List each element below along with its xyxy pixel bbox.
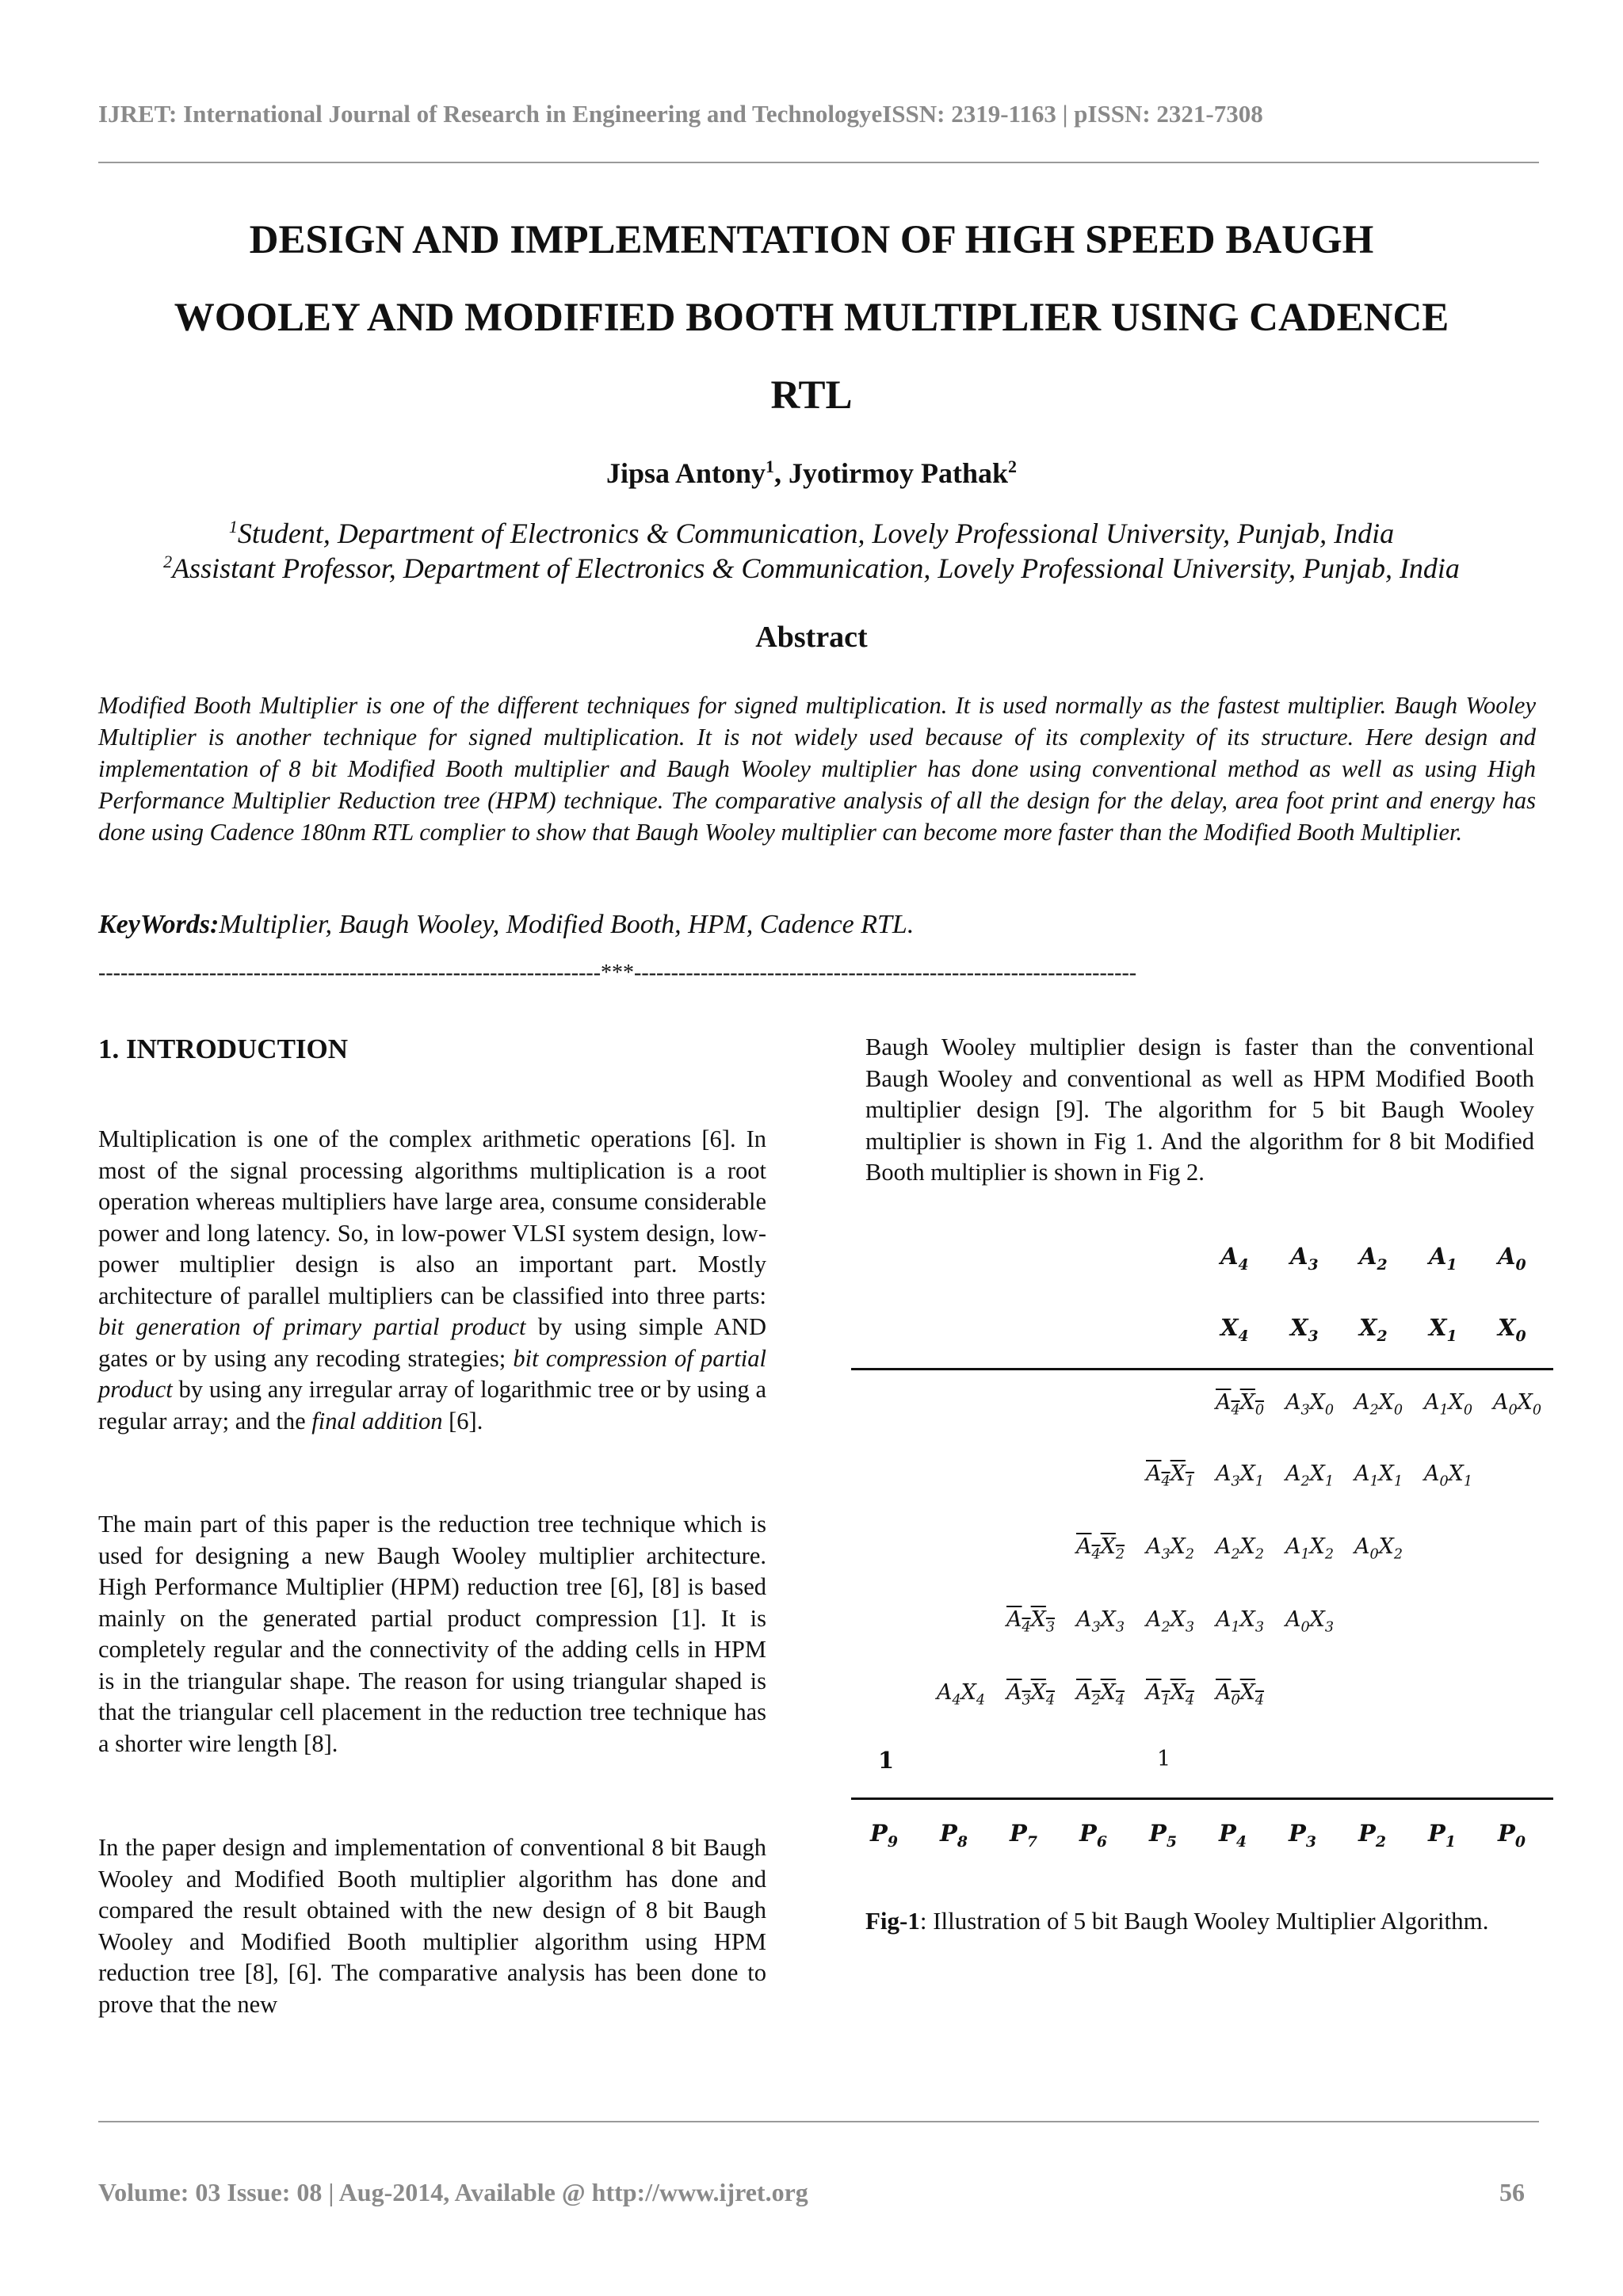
product-bit: $P_7$ xyxy=(1010,1820,1037,1851)
operand-a-bit: $A_2$ xyxy=(1359,1243,1388,1274)
product-bit: $P_5$ xyxy=(1149,1820,1177,1851)
intro-paragraph-3: In the paper design and implementation of conventional 8 bit Baugh Wooley and Modified Booth multiplier algorithm has done and compared the result obtained with the new design of 8 bit Baugh Wooley and Modified Booth multiplier algorithm using HPM reduction tree [8], [6]. The comparative analysis has been done to prove that the new xyxy=(98,1834,766,2018)
figure-1-baugh-wooley xyxy=(848,1227,1561,1869)
partial-product: $A_2X_4$ xyxy=(1076,1680,1125,1709)
footer-citation: Volume: 03 Issue: 08 | Aug-2014, Available @ http://www.ijret.org xyxy=(98,2178,808,2206)
partial-product: $A_0X_2$ xyxy=(1354,1534,1403,1563)
para-text: [6]. xyxy=(442,1407,483,1435)
abstract-body: Modified Booth Multiplier is one of the different techniques for signed multiplication. It is used normally as the fastest multiplier. Baugh Wooley Multiplier is another technique for signed multiplication. It is not widely used because of its complexity of its structure. Here design and implementation of 8 bit Modified Booth multiplier and Baugh Wooley multiplier has done using conventional method as well as using High Performance Multiplier Reduction tree (HPM) technique. The comparative analysis of all the design for the delay, area foot print and energy has done using Cadence 180nm RTL complier to show that Baugh Wooley multiplier can become more faster than the Modified Booth Multiplier. xyxy=(98,692,1536,846)
product-bit: $P_0$ xyxy=(1498,1820,1526,1851)
product-bit: $P_3$ xyxy=(1289,1820,1316,1851)
title-line: DESIGN AND IMPLEMENTATION OF HIGH SPEED BAUGH xyxy=(249,218,1374,262)
partial-product: $A_0X_0$ xyxy=(1493,1390,1542,1419)
figure-rule-top xyxy=(851,1368,1553,1370)
section-separator: --------------------------------------------------------------------***-------------------------------------------------------------------- xyxy=(98,961,1137,985)
product-bit: $P_4$ xyxy=(1219,1820,1247,1851)
partial-product: $A_4X_2$ xyxy=(1076,1534,1125,1563)
affiliation-text: Student, Department of Electronics & Communication, Lovely Professional University, Punjab, India xyxy=(237,518,1395,549)
keywords-text: Multiplier, Baugh Wooley, Modified Booth, HPM, Cadence RTL. xyxy=(219,910,915,939)
caption-text: : Illustration of 5 bit Baugh Wooley Multiplier Algorithm. xyxy=(919,1907,1489,1935)
caption-label: Fig-1 xyxy=(865,1907,920,1935)
paper-title xyxy=(98,201,1525,434)
partial-product: $A_0X_3$ xyxy=(1285,1607,1335,1636)
partial-product: $A_0X_1$ xyxy=(1424,1461,1473,1490)
footer-rule xyxy=(98,2121,1539,2122)
para-text: Multiplication is one of the complex arithmetic operations [6]. In most of the signal processing algorithms multiplication is a root operation whereas multipliers have large area, consume considerable power and long latency. So, in low-power VLSI system design, low-power multiplier design is also an important part. Mostly architecture of parallel multipliers can be classified into three parts: xyxy=(98,1125,766,1309)
partial-product: $A_2X_2$ xyxy=(1216,1534,1265,1563)
product-bit: $P_1$ xyxy=(1428,1820,1456,1851)
affiliation-text: Assistant Professor, Department of Electronics & Communication, Lovely Professional University, Punjab, India xyxy=(172,552,1460,584)
header-rule xyxy=(98,162,1539,163)
partial-product: $A_3X_2$ xyxy=(1146,1534,1195,1563)
partial-product: $A_2X_1$ xyxy=(1285,1461,1335,1490)
partial-product: $A_3X_4$ xyxy=(1006,1680,1056,1709)
intro-paragraph-2: The main part of this paper is the reduction tree technique which is used for designing a new Baugh Wooley multiplier architecture. High Performance Multiplier (HPM) reduction tree [6], [8] is based mainly on the generated partial product compression [1]. It is completely regular and the connectivity of the adding cells in HPM is in the triangular shape. The reason for using triangular shaped is that the triangular cell placement in the reduction tree technique has a shorter wire length [8]. xyxy=(98,1511,766,1757)
partial-product: $A_3X_3$ xyxy=(1076,1607,1125,1636)
abstract-heading: Abstract xyxy=(755,621,868,654)
partial-product: $A_4X_1$ xyxy=(1146,1461,1195,1490)
page-number: 56 xyxy=(1499,2178,1525,2206)
author-sup: 2 xyxy=(1008,457,1018,476)
para-emphasis: bit generation of primary partial product xyxy=(98,1313,526,1340)
intro-paragraph-1 xyxy=(98,1124,766,1437)
affiliation-sup: 1 xyxy=(228,517,238,537)
title-line: RTL xyxy=(770,373,853,418)
operand-x-bit: $X_2$ xyxy=(1359,1314,1388,1345)
authors xyxy=(98,457,1525,490)
correction-one: 1 xyxy=(1157,1747,1171,1771)
partial-product: $A_1X_4$ xyxy=(1146,1680,1195,1709)
correction-one: 1 xyxy=(878,1747,895,1774)
partial-product: $A_1X_3$ xyxy=(1216,1607,1265,1636)
para-emphasis: final addition xyxy=(311,1407,443,1435)
para-emphasis: bit compression of partial product xyxy=(98,1344,766,1403)
affiliation-1 xyxy=(98,517,1525,550)
product-bit: $P_9$ xyxy=(870,1820,898,1851)
para-text: by using any irregular array of logarithmic tree or by using a regular array; and the xyxy=(98,1376,766,1435)
para-text: by using simple AND gates or by using any recoding strategies; xyxy=(98,1313,766,1372)
keywords xyxy=(98,910,1536,940)
running-header: IJRET: International Journal of Research in Engineering and TechnologyeISSN: 2319-1163 | pISSN: 2321-7308 xyxy=(98,100,1263,128)
operand-a-bit: $A_4$ xyxy=(1220,1243,1249,1274)
partial-product: $A_3X_0$ xyxy=(1285,1390,1335,1419)
affiliation-sup: 2 xyxy=(163,552,173,571)
title-line: WOOLEY AND MODIFIED BOOTH MULTIPLIER USING CADENCE xyxy=(174,296,1449,340)
operand-a-bit: $A_3$ xyxy=(1290,1243,1319,1274)
partial-product: $A_3X_1$ xyxy=(1216,1461,1265,1490)
partial-product: $A_4X_3$ xyxy=(1006,1607,1056,1636)
operand-x-bit: $X_3$ xyxy=(1290,1314,1319,1345)
partial-product: $A_0X_4$ xyxy=(1216,1680,1265,1709)
operand-x-bit: $X_1$ xyxy=(1429,1314,1457,1345)
partial-product: $A_1X_2$ xyxy=(1285,1534,1335,1563)
partial-product: $A_4X_0$ xyxy=(1216,1390,1265,1419)
operand-x-bit: $X_0$ xyxy=(1498,1314,1526,1345)
product-bit: $P_8$ xyxy=(940,1820,968,1851)
author-separator: , xyxy=(774,457,789,489)
operand-a-bit: $A_1$ xyxy=(1429,1243,1457,1274)
intro-paragraph-4: Baugh Wooley multiplier design is faster than the conventional Baugh Wooley and conventional as well as HPM Modified Booth multiplier design [9]. The algorithm for 5 bit Baugh Wooley multiplier is shown in Fig 1. And the algorithm for 8 bit Modified Booth multiplier is shown in Fig 2. xyxy=(865,1033,1534,1186)
affiliation-2 xyxy=(98,552,1525,585)
operand-x-bit: $X_4$ xyxy=(1220,1314,1249,1345)
author-name: Jipsa Antony xyxy=(605,457,766,489)
product-bit: $P_6$ xyxy=(1079,1820,1107,1851)
figure-1-caption xyxy=(865,1905,1534,1937)
figure-rule-bottom xyxy=(851,1797,1553,1800)
partial-product: $A_2X_0$ xyxy=(1354,1390,1403,1419)
operand-a-bit: $A_0$ xyxy=(1498,1243,1526,1274)
partial-product: $A_2X_3$ xyxy=(1146,1607,1195,1636)
author-sup: 1 xyxy=(766,457,775,476)
author-name: Jyotirmoy Pathak xyxy=(789,457,1009,489)
section-heading-introduction: 1. INTRODUCTION xyxy=(98,1033,349,1064)
product-bit: $P_2$ xyxy=(1358,1820,1386,1851)
partial-product: $A_1X_0$ xyxy=(1424,1390,1473,1419)
partial-product: $A_4X_4$ xyxy=(937,1680,986,1709)
keywords-label: KeyWords: xyxy=(98,910,220,939)
partial-product: $A_1X_1$ xyxy=(1354,1461,1403,1490)
